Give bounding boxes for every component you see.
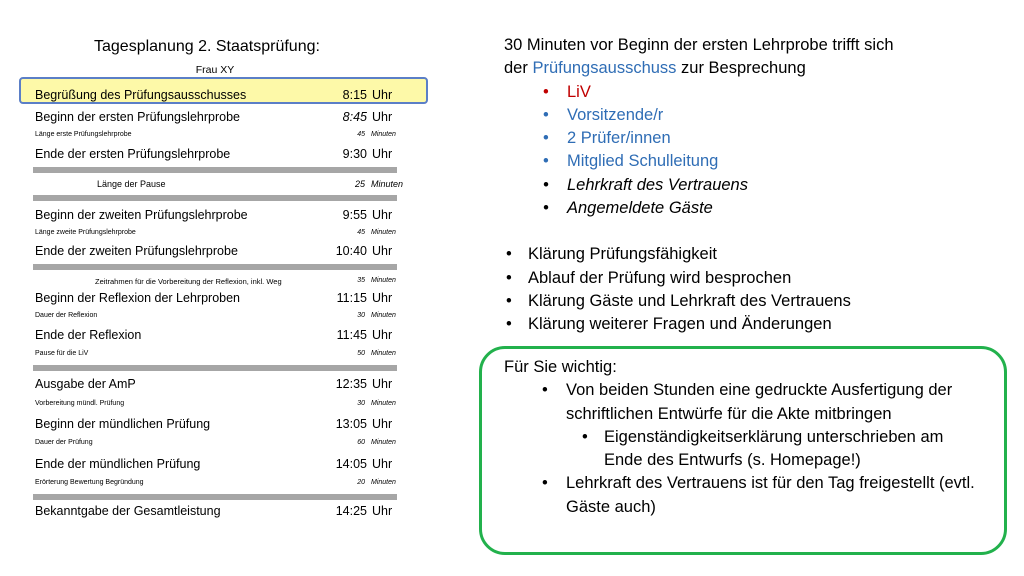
member-item: • Lehrkraft des Vertrauens xyxy=(567,174,1004,197)
row-unit: Uhr xyxy=(372,110,393,124)
row-name: Ende der mündlichen Prüfung xyxy=(35,457,201,471)
member-item: • LiV xyxy=(567,81,1004,104)
row-time: 11:15 xyxy=(336,291,367,305)
row-time: 50 xyxy=(357,350,365,357)
row-name: Begrüßung des Prüfungsausschusses xyxy=(35,88,247,102)
schedule-row xyxy=(35,229,395,239)
row-name: Ende der ersten Prüfungslehrprobe xyxy=(35,147,231,161)
row-name: Bekanntgabe der Gesamtleistung xyxy=(35,504,221,518)
row-time: 9:55 xyxy=(342,208,367,222)
row-time: 20 xyxy=(357,479,365,486)
row-time: 13:05 xyxy=(335,417,367,431)
row-time: 25 xyxy=(354,179,365,189)
agenda-item: • Klärung Prüfungsfähigkeit xyxy=(528,243,1004,266)
row-name: Ende der zweiten Prüfungslehrprobe xyxy=(35,244,238,258)
row-time: 45 xyxy=(357,131,365,138)
row-name: Dauer der Prüfung xyxy=(35,439,93,446)
row-time: 14:25 xyxy=(335,504,367,518)
member-item: • Vorsitzende/r xyxy=(567,104,1004,127)
row-unit: Minuten xyxy=(371,439,396,446)
row-time: 9:30 xyxy=(342,147,367,161)
row-name: Ende der Reflexion xyxy=(35,328,142,342)
row-unit: Minuten xyxy=(371,229,396,236)
row-unit: Uhr xyxy=(372,328,393,342)
row-unit: Minuten xyxy=(371,179,404,189)
row-time: 30 xyxy=(357,400,365,407)
row-unit: Uhr xyxy=(372,457,393,471)
agenda-list xyxy=(504,243,1004,336)
row-name: Erörterung Bewertung Begründung xyxy=(35,479,144,486)
row-unit: Uhr xyxy=(372,377,393,391)
schedule-row xyxy=(35,328,395,344)
important-item: • Lehrkraft des Vertrauens ist für den Tag freigestellt (evtl. Gäste auch) xyxy=(566,472,984,519)
committee-word: Prüfungsausschuss xyxy=(532,59,677,78)
row-time: 11:45 xyxy=(336,328,367,342)
important-subitem: • Eigenständigkeitserklärung unterschrieben am Ende des Entwurfs (s. Homepage!) xyxy=(604,426,984,473)
agenda-item: • Klärung Gäste und Lehrkraft des Vertrauens xyxy=(528,290,1004,313)
row-name: Beginn der Reflexion der Lehrproben xyxy=(35,291,240,305)
schedule-row xyxy=(35,291,395,307)
important-item xyxy=(566,379,984,472)
row-unit: Uhr xyxy=(372,88,393,102)
schedule-title: Tagesplanung 2. Staatsprüfung: xyxy=(94,38,320,55)
schedule-row xyxy=(35,179,404,191)
divider-bar xyxy=(33,167,397,173)
schedule-row xyxy=(35,88,395,104)
schedule-row xyxy=(35,147,395,163)
row-name: Beginn der ersten Prüfungslehrprobe xyxy=(35,110,240,124)
agenda-item: • Klärung weiterer Fragen und Änderungen xyxy=(528,313,1004,336)
schedule-row xyxy=(35,131,395,141)
schedule-row xyxy=(35,457,395,473)
row-name: Länge der Pause xyxy=(97,179,166,189)
row-name: Länge erste Prüfungslehrprobe xyxy=(35,131,132,138)
row-time: 60 xyxy=(357,439,365,446)
intro-section xyxy=(504,34,1004,337)
schedule-row xyxy=(35,208,395,224)
row-unit: Uhr xyxy=(372,291,393,305)
schedule-row xyxy=(35,312,395,322)
row-name: Beginn der mündlichen Prüfung xyxy=(35,417,211,431)
row-name: Beginn der zweiten Prüfungslehrprobe xyxy=(35,208,248,222)
row-name: Pause für die LiV xyxy=(35,350,89,357)
row-time: 35 xyxy=(357,277,365,284)
row-unit: Minuten xyxy=(371,131,396,138)
schedule-row xyxy=(35,417,395,433)
schedule-row xyxy=(35,244,395,260)
member-item: • 2 Prüfer/innen xyxy=(567,127,1004,150)
row-time: 8:45 xyxy=(342,110,367,124)
row-name: Dauer der Reflexion xyxy=(35,312,98,319)
schedule-row xyxy=(35,277,395,287)
divider-bar xyxy=(33,195,397,201)
row-name: Zeitrahmen für die Vorbereitung der Reflexion, inkl. Weg xyxy=(95,277,282,286)
member-item: • Angemeldete Gäste xyxy=(567,197,1004,220)
row-unit: Minuten xyxy=(371,277,396,284)
schedule-row xyxy=(35,350,395,360)
row-unit: Uhr xyxy=(372,504,393,518)
row-unit: Minuten xyxy=(371,350,396,357)
schedule-subtitle: Frau XY xyxy=(195,64,235,76)
row-time: 12:35 xyxy=(335,377,367,391)
row-time: 14:05 xyxy=(335,457,367,471)
important-item-text: Von beiden Stunden eine gedruckte Ausfertigung der schriftlichen Entwürfe für die Akte mitbringen xyxy=(566,381,953,423)
important-heading: Für Sie wichtig: xyxy=(504,358,617,376)
row-unit: Uhr xyxy=(372,147,393,161)
row-name: Ausgabe der AmP xyxy=(35,377,136,391)
intro-prefix: der xyxy=(504,59,533,78)
row-name: Länge zweite Prüfungslehrprobe xyxy=(35,229,136,236)
important-sublist xyxy=(566,426,984,473)
schedule-row xyxy=(35,504,395,520)
row-time: 45 xyxy=(357,229,365,236)
important-section xyxy=(504,356,984,519)
row-name: Vorbereitung mündl. Prüfung xyxy=(35,400,125,407)
schedule-row xyxy=(35,439,395,449)
row-unit: Uhr xyxy=(372,244,393,258)
row-unit: Minuten xyxy=(371,312,396,319)
schedule-sheet xyxy=(0,0,470,576)
divider-bar xyxy=(33,365,397,371)
agenda-item: • Ablauf der Prüfung wird besprochen xyxy=(528,267,1004,290)
schedule-row xyxy=(35,479,395,489)
row-time: 8:15 xyxy=(342,88,367,102)
schedule-row xyxy=(35,377,395,393)
intro-suffix: zur Besprechung xyxy=(676,59,806,78)
row-time: 10:40 xyxy=(335,244,367,258)
important-list xyxy=(504,379,984,519)
divider-bar xyxy=(33,264,397,270)
row-unit: Minuten xyxy=(371,400,396,407)
schedule-row xyxy=(35,110,395,126)
intro-line-2 xyxy=(504,57,1004,80)
members-list xyxy=(504,81,1004,221)
row-unit: Minuten xyxy=(371,479,396,486)
schedule-row xyxy=(35,400,395,410)
intro-line-1: 30 Minuten vor Beginn der ersten Lehrprobe trifft sich xyxy=(504,36,894,54)
row-unit: Uhr xyxy=(372,417,393,431)
row-time: 30 xyxy=(357,312,365,319)
divider-bar xyxy=(33,494,397,500)
row-unit: Uhr xyxy=(372,208,393,222)
member-item: • Mitglied Schulleitung xyxy=(567,150,1004,173)
